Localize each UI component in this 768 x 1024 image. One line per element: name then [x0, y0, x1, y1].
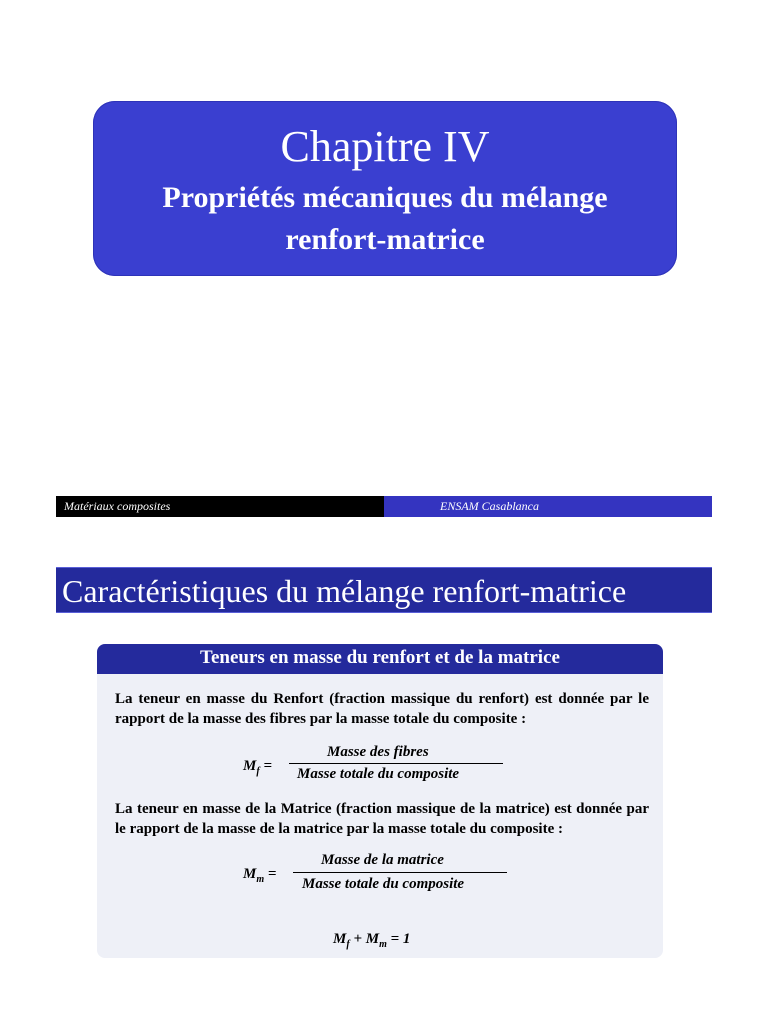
content-box-header: Teneurs en masse du renfort et de la matrice	[97, 644, 663, 674]
chapter-heading: Chapitre IV	[280, 122, 490, 171]
paragraph-matrice: La teneur en masse de la Matrice (fraction massique de la matrice) est donnée par le rapport de la masse de la matrice par la masse totale du composite :	[115, 801, 649, 837]
formula2-lhs: $M_m$ =	[243, 866, 277, 885]
formula2-numerator: Masse de la matrice	[321, 852, 444, 868]
formula2-fraction-bar	[293, 872, 507, 873]
formula2-denominator: Masse totale du composite	[302, 876, 465, 892]
slide-footer	[56, 496, 712, 517]
footer-course-name: Matériaux composites	[56, 496, 384, 517]
chapter-title-block	[93, 101, 677, 276]
section-title: Caractéristiques du mélange renfort-matrice	[56, 567, 712, 613]
footer-institution: ENSAM Casablanca	[384, 496, 712, 517]
chapter-subtitle-line2: renfort-matrice	[285, 223, 485, 256]
content-box	[97, 644, 663, 958]
formula1-lhs: $M_f$ =	[243, 758, 272, 777]
formula1-denominator: Masse totale du composite	[297, 766, 460, 782]
formula1-numerator: Masse des fibres	[327, 744, 429, 760]
formula3-expression: $M_f + M_m = 1$	[333, 931, 411, 950]
chapter-subtitle-line1: Propriétés mécaniques du mélange	[162, 181, 608, 214]
chapter-subtitle	[93, 177, 677, 261]
paragraph-renfort: La teneur en masse du Renfort (fraction massique du renfort) est donnée par le rapport de la masse des fibres par la masse totale du composite :	[115, 691, 649, 727]
formula1-fraction-bar	[289, 763, 503, 764]
